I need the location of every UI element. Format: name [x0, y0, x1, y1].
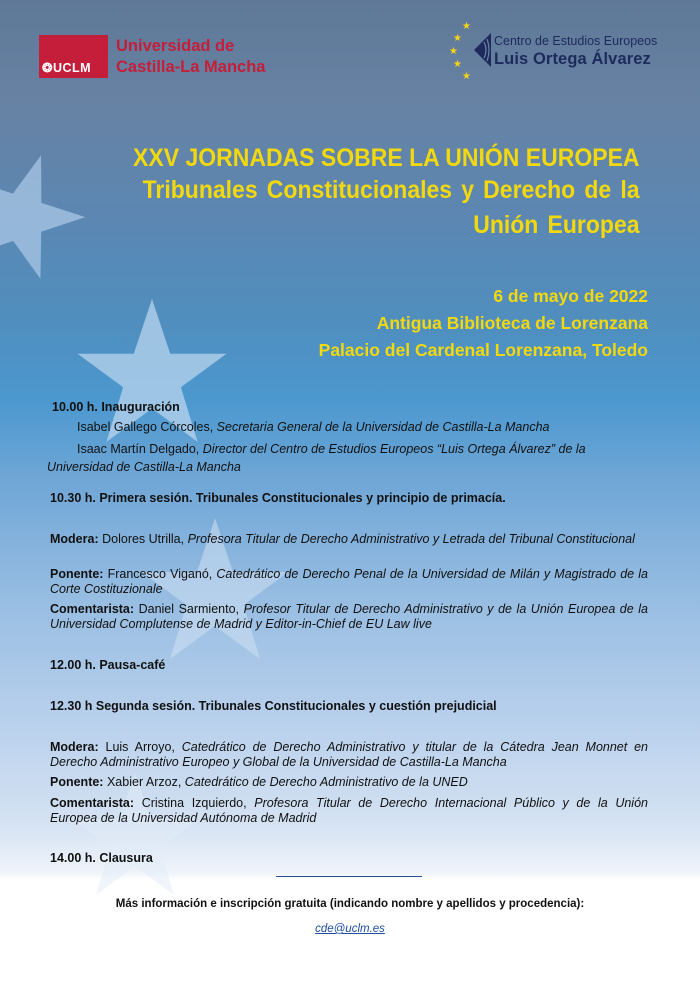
person-role: Catedrático de Derecho Administrativo y titular de la Cátedra Jean Monnet en Derecho Administrativo Europeo y Global de la Universidad de Castilla-La Mancha	[50, 740, 648, 769]
speaker-entry	[50, 420, 648, 435]
cde-name-line1: Centro de Estudios Europeos	[494, 34, 658, 48]
divider	[276, 876, 422, 877]
role-label: Comentarista:	[50, 796, 135, 810]
session-1-commentator	[50, 602, 648, 632]
event-venue: Antigua Biblioteca de Lorenzana	[376, 313, 648, 333]
program-opening	[47, 400, 648, 476]
event-info	[319, 283, 648, 364]
program-session-2	[50, 699, 648, 714]
event-place: Palacio del Cardenal Lorenzana, Toledo	[318, 340, 648, 360]
speaker-role: Secretaria General de la Universidad de Castilla-La Mancha	[216, 420, 550, 434]
role-label: Ponente:	[50, 567, 104, 581]
eu-stars-icon: ★ ★ ★ ★ ★	[449, 21, 471, 82]
event-subtitle-line2: Unión Europea	[473, 211, 640, 239]
person-role: Profesora Titular de Derecho Administrativo y Letrada del Tribunal Constitucional	[187, 532, 635, 546]
cde-emblem-icon	[474, 33, 492, 67]
slot-title: 14.00 h. Clausura	[50, 851, 153, 865]
program-break	[50, 658, 648, 673]
slot-title: 12.00 h. Pausa-café	[50, 658, 166, 672]
person-name: Daniel Sarmiento,	[138, 602, 240, 616]
person-role: Catedrático de Derecho Penal de la Universidad de Milán y Magistrado de la Corte Costituzionale	[50, 567, 648, 596]
speaker-entry	[47, 440, 648, 476]
role-label: Modera:	[50, 532, 99, 546]
slot-title: 10.30 h. Primera sesión. Tribunales Constitucionales y principio de primacía.	[50, 491, 506, 505]
session-2-moderator	[50, 740, 648, 770]
event-title: XXV JORNADAS SOBRE LA UNIÓN EUROPEA	[133, 144, 640, 172]
session-2-commentator	[50, 796, 648, 826]
uclm-logo-mark: ❂UCLM	[42, 61, 92, 75]
program-session-1	[50, 491, 648, 506]
person-name: Luis Arroyo,	[105, 740, 175, 754]
uclm-logo	[39, 35, 108, 78]
slot-title: 12.30 h Segunda sesión. Tribunales Constitucionales y cuestión prejudicial	[50, 699, 497, 713]
speaker-name: Isabel Gallego Córcoles,	[77, 420, 214, 434]
uclm-name-line1: Universidad de	[116, 37, 235, 55]
cde-logo-text	[494, 34, 657, 69]
person-role: Catedrático de Derecho Administrativo de la UNED	[184, 775, 468, 789]
person-name: Cristina Izquierdo,	[141, 796, 247, 810]
person-name: Xabier Arzoz,	[106, 775, 182, 789]
event-subtitle-line1: Tribunales Constitucionales y Derecho de la	[143, 176, 641, 204]
speaker-role: Director del Centro de Estudios Europeos “Luis Ortega Álvarez” de la Universidad de Castilla-La Mancha	[47, 442, 586, 474]
title-block	[89, 143, 640, 243]
person-role: Profesora Titular de Derecho Internacional Público y de la Unión Europea de la Universidad Autónoma de Madrid	[50, 796, 648, 825]
person-role: Profesor Titular de Derecho Administrativo y de la Unión Europea de la Universidad Complutense de Madrid y Editor-in-Chief de EU Law live	[50, 602, 648, 631]
cde-name-line2: Luis Ortega Álvarez	[494, 50, 651, 68]
background-star-icon	[0, 134, 101, 292]
slot-title: 10.00 h. Inauguración	[52, 400, 180, 414]
session-1-speaker	[50, 567, 648, 597]
program-closing	[50, 851, 648, 866]
role-label: Ponente:	[50, 775, 104, 789]
uclm-name	[116, 36, 265, 78]
person-name: Francesco Viganó,	[107, 567, 213, 581]
speaker-name: Isaac Martín Delgado,	[77, 442, 200, 456]
uclm-emblem-icon: ❂	[42, 61, 53, 75]
role-label: Modera:	[50, 740, 99, 754]
session-1-moderator	[50, 532, 648, 547]
role-label: Comentarista:	[50, 602, 135, 616]
registration-info: Más información e inscripción gratuita (indicando nombre y apellidos y procedencia):	[115, 898, 585, 910]
event-date: 6 de mayo de 2022	[493, 286, 648, 306]
uclm-name-line2: Castilla-La Mancha	[116, 58, 266, 76]
contact-email-link[interactable]: cde@uclm.es	[315, 923, 385, 935]
person-name: Dolores Utrilla,	[102, 532, 185, 546]
session-2-speaker	[50, 775, 648, 790]
